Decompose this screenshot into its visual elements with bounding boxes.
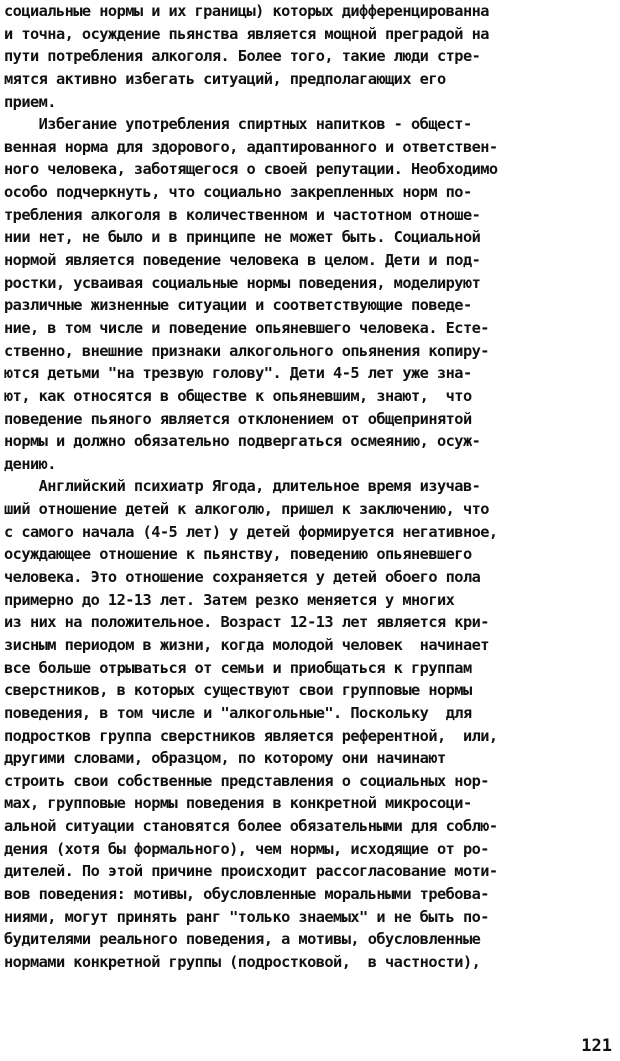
text-line: человека. Это отношение сохраняется у детей обоего пола xyxy=(4,568,481,587)
text-line: социальные нормы и их границы) которых дифференцированна xyxy=(4,2,489,20)
text-line: другими словами, образцом, по которому они начинают xyxy=(4,749,446,768)
text-line: строить свои собственные представления о социальных нор- xyxy=(4,771,489,790)
text-line: будителями реального поведения, а мотивы, обусловленные xyxy=(4,930,481,949)
text-line: вов поведения: мотивы, обусловленные моральными требова- xyxy=(4,884,489,903)
text-line: венная норма для здорового, адаптированного и ответствен- xyxy=(4,137,498,156)
text-line: ние, в том числе и поведение опьяневшего человека. Есте- xyxy=(4,318,489,337)
body-text xyxy=(4,0,616,974)
text-line: ют, как относятся в обществе к опьяневшим, знают, что xyxy=(4,386,472,405)
text-line: из них на положительное. Возраст 12-13 лет является кри- xyxy=(4,613,489,632)
text-line: дителей. По этой причине происходит рассогласование моти- xyxy=(4,862,498,881)
text-line: ший отношение детей к алкоголю, пришел к заключению, что xyxy=(4,500,489,519)
text-line: различные жизненные ситуации и соответствующие поведе- xyxy=(4,296,472,315)
text-line: требления алкоголя в количественном и частотном отноше- xyxy=(4,205,481,224)
text-line: нормы и должно обязательно подвергаться осмеянию, осуж- xyxy=(4,432,481,451)
text-line: прием. xyxy=(4,92,56,111)
page-number: 121 xyxy=(581,1036,612,1056)
text-line: нормой является поведение человека в целом. Дети и под- xyxy=(4,251,481,270)
text-line: особо подчеркнуть, что социально закрепленных норм по- xyxy=(4,183,472,202)
text-line: примерно до 12-13 лет. Затем резко меняется у многих xyxy=(4,590,455,609)
text-line: все больше отрываться от семьи и приобщаться к группам xyxy=(4,658,472,677)
text-line: пути потребления алкоголя. Более того, такие люди стре- xyxy=(4,47,481,66)
text-line: дения (хотя бы формального), чем нормы, исходящие от ро- xyxy=(4,839,489,858)
text-line: и точна, осуждение пьянства является мощной преградой на xyxy=(4,24,489,43)
text-line: Избегание употребления спиртных напитков - общест- xyxy=(4,115,472,134)
text-line: поведения, в том числе и "алкогольные". Поскольку для xyxy=(4,703,472,722)
text-line: ниями, могут принять ранг "только знаемых" и не быть по- xyxy=(4,907,489,926)
text-line: нормами конкретной группы (подростковой, в частности), xyxy=(4,952,481,971)
text-line: ного человека, заботящегося о своей репутации. Необходимо xyxy=(4,160,498,179)
text-line: с самого начала (4-5 лет) у детей формируется негативное, xyxy=(4,522,498,541)
text-line: нии нет, не было и в принципе не может быть. Социальной xyxy=(4,228,481,247)
text-line: ростки, усваивая социальные нормы поведения, моделируют xyxy=(4,273,481,292)
text-line: сверстников, в которых существуют свои групповые нормы xyxy=(4,681,472,700)
text-line: Английский психиатр Ягода, длительное время изучав- xyxy=(4,477,481,496)
text-line: подростков группа сверстников является референтной, или, xyxy=(4,726,498,745)
text-line: зисным периодом в жизни, когда молодой человек начинает xyxy=(4,635,489,654)
text-line: мах, групповые нормы поведения в конкретной микросоци- xyxy=(4,794,472,813)
text-line: ственно, внешние признаки алкогольного опьянения копиру- xyxy=(4,341,489,360)
text-line: ются детьми "на трезвую голову". Дети 4-5 лет уже зна- xyxy=(4,364,472,383)
text-line: осуждающее отношение к пьянству, поведению опьяневшего xyxy=(4,545,472,564)
text-line: дению. xyxy=(4,454,56,473)
text-line: поведение пьяного является отклонением от общепринятой xyxy=(4,409,472,428)
text-line: мятся активно избегать ситуаций, предполагающих его xyxy=(4,69,446,88)
text-line: альной ситуации становятся более обязательными для соблю- xyxy=(4,817,498,836)
